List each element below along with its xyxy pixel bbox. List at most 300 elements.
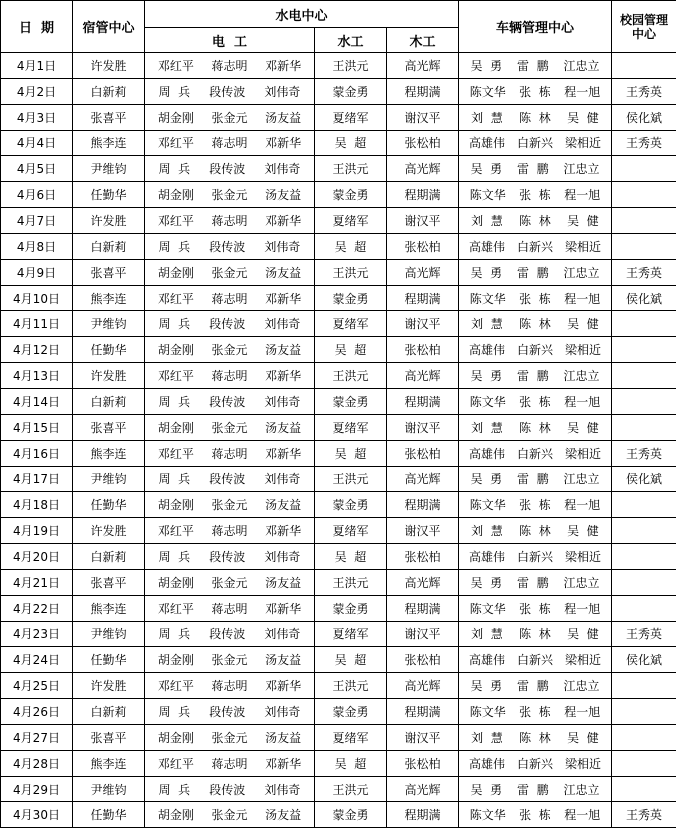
vehicle-cell	[459, 259, 612, 285]
carpenter-cell: 张松柏	[387, 647, 459, 673]
electrician-cell	[145, 208, 315, 234]
table-row	[1, 337, 676, 363]
plumber-cell: 王洪元	[315, 776, 387, 802]
person-name: 张金元	[211, 110, 248, 125]
table-row	[1, 259, 676, 285]
person-name: 刘 慧	[471, 627, 503, 642]
table-row	[1, 802, 676, 828]
table-row	[1, 724, 676, 750]
plumber-cell: 蒙金勇	[315, 78, 387, 104]
person-name: 刘 慧	[471, 420, 503, 435]
carpenter-cell: 谢汉平	[387, 518, 459, 544]
person-name: 张金元	[211, 575, 248, 590]
person-name: 雷 鹏	[516, 679, 549, 694]
person-name: 吴 健	[567, 730, 599, 745]
person-name: 陈 林	[519, 524, 551, 539]
date-cell: 4月18日	[1, 492, 73, 518]
dorm-cell: 尹维钧	[73, 466, 145, 492]
campus-cell: 侯化斌	[612, 104, 676, 130]
vehicle-cell	[459, 647, 612, 673]
person-name: 胡金刚	[157, 420, 194, 435]
electrician-cell	[145, 776, 315, 802]
date-cell: 4月25日	[1, 673, 73, 699]
person-name: 张 栋	[519, 84, 551, 99]
person-name: 蒋志明	[211, 213, 248, 228]
campus-cell	[612, 544, 676, 570]
person-name: 程一旭	[564, 808, 601, 823]
person-name: 陈文华	[469, 498, 506, 513]
date-cell: 4月15日	[1, 414, 73, 440]
date-cell: 4月27日	[1, 724, 73, 750]
person-name: 周 兵	[158, 162, 191, 177]
person-name: 刘伟奇	[264, 84, 301, 99]
campus-cell	[612, 156, 676, 182]
vehicle-cell-names	[459, 729, 611, 746]
person-name: 刘伟奇	[264, 162, 301, 177]
person-name: 刘伟奇	[264, 627, 301, 642]
plumber-cell: 王洪元	[315, 363, 387, 389]
person-name: 刘伟奇	[264, 705, 301, 720]
dorm-cell: 熊李连	[73, 595, 145, 621]
person-name: 白新兴	[516, 653, 553, 668]
person-name: 陈文华	[469, 705, 506, 720]
date-cell: 4月20日	[1, 544, 73, 570]
person-name: 邓新华	[265, 213, 302, 228]
vehicle-cell-names	[459, 393, 611, 410]
person-name: 邓红平	[157, 291, 194, 306]
vehicle-cell-names	[459, 677, 611, 694]
dorm-cell: 尹维钧	[73, 776, 145, 802]
person-name: 胡金刚	[157, 808, 194, 823]
plumber-cell: 王洪元	[315, 673, 387, 699]
person-name: 周 兵	[158, 84, 191, 99]
person-name: 刘伟奇	[264, 472, 301, 487]
date-cell: 4月30日	[1, 802, 73, 828]
electrician-cell-names	[145, 83, 314, 100]
person-name: 陈 林	[519, 420, 551, 435]
plumber-cell: 王洪元	[315, 259, 387, 285]
person-name: 雷 鹏	[516, 472, 549, 487]
person-name: 白新兴	[516, 136, 553, 151]
plumber-cell: 蒙金勇	[315, 802, 387, 828]
campus-cell	[612, 337, 676, 363]
date-cell: 4月14日	[1, 388, 73, 414]
vehicle-cell-names	[459, 445, 611, 462]
table-row	[1, 621, 676, 647]
person-name: 蒋志明	[211, 446, 248, 461]
person-name: 邓新华	[265, 601, 302, 616]
carpenter-cell: 程期满	[387, 388, 459, 414]
campus-cell: 王秀英	[612, 440, 676, 466]
person-name: 段传波	[209, 239, 246, 254]
carpenter-cell: 程期满	[387, 492, 459, 518]
person-name: 陈 林	[519, 730, 551, 745]
carpenter-cell: 张松柏	[387, 130, 459, 156]
plumber-cell: 夏绪军	[315, 104, 387, 130]
table-row	[1, 440, 676, 466]
campus-cell	[612, 363, 676, 389]
electrician-cell-names	[145, 574, 314, 591]
electrician-cell	[145, 182, 315, 208]
campus-cell	[612, 53, 676, 79]
person-name: 蒋志明	[211, 601, 248, 616]
person-name: 邓新华	[265, 58, 302, 73]
dorm-cell: 白新莉	[73, 544, 145, 570]
dorm-cell: 张喜平	[73, 104, 145, 130]
plumber-cell: 吴 超	[315, 337, 387, 363]
vehicle-cell	[459, 518, 612, 544]
person-name: 周 兵	[158, 549, 191, 564]
person-name: 张 栋	[519, 705, 551, 720]
person-name: 汤友益	[265, 653, 302, 668]
person-name: 程一旭	[564, 705, 601, 720]
person-name: 张 栋	[519, 601, 551, 616]
person-name: 胡金刚	[157, 110, 194, 125]
dorm-cell: 白新莉	[73, 78, 145, 104]
vehicle-cell-names	[459, 574, 611, 591]
person-name: 汤友益	[265, 420, 302, 435]
electrician-cell	[145, 699, 315, 725]
electrician-cell-names	[145, 134, 314, 151]
date-cell: 4月22日	[1, 595, 73, 621]
plumber-cell: 吴 超	[315, 440, 387, 466]
person-name: 刘 慧	[471, 213, 503, 228]
person-name: 胡金刚	[157, 265, 194, 280]
person-name: 汤友益	[265, 498, 302, 513]
date-cell: 4月26日	[1, 699, 73, 725]
person-name: 张金元	[211, 653, 248, 668]
person-name: 江忠立	[563, 265, 600, 280]
vehicle-cell	[459, 233, 612, 259]
dorm-cell: 任勤华	[73, 337, 145, 363]
campus-cell	[612, 492, 676, 518]
person-name: 刘伟奇	[264, 549, 301, 564]
person-name: 蒋志明	[211, 756, 248, 771]
table-row	[1, 208, 676, 234]
vehicle-cell-names	[459, 238, 611, 255]
plumber-cell: 吴 超	[315, 750, 387, 776]
dorm-cell: 熊李连	[73, 285, 145, 311]
campus-cell: 王秀英	[612, 259, 676, 285]
person-name: 邓新华	[265, 756, 302, 771]
electrician-cell	[145, 466, 315, 492]
vehicle-cell-names	[459, 109, 611, 126]
campus-cell	[612, 595, 676, 621]
campus-cell	[612, 182, 676, 208]
header-vehicle-center: 车辆管理中心	[459, 1, 612, 53]
header-campus-center-label: 校园管理中心	[619, 12, 668, 41]
vehicle-cell	[459, 285, 612, 311]
person-name: 雷 鹏	[516, 575, 549, 590]
electrician-cell-names	[145, 419, 314, 436]
person-name: 江忠立	[563, 575, 600, 590]
carpenter-cell: 高光辉	[387, 569, 459, 595]
table-row	[1, 673, 676, 699]
header-water-elec-center: 水电中心	[145, 1, 459, 28]
vehicle-cell	[459, 53, 612, 79]
person-name: 蒋志明	[211, 58, 248, 73]
plumber-cell: 蒙金勇	[315, 182, 387, 208]
table-row	[1, 518, 676, 544]
table-row	[1, 182, 676, 208]
person-name: 蒋志明	[211, 524, 248, 539]
electrician-cell-names	[145, 625, 314, 642]
vehicle-cell-names	[459, 419, 611, 436]
person-name: 张金元	[211, 188, 248, 203]
person-name: 张金元	[211, 265, 248, 280]
vehicle-cell-names	[459, 755, 611, 772]
vehicle-cell	[459, 492, 612, 518]
person-name: 陈文华	[469, 188, 506, 203]
person-name: 高雄伟	[468, 653, 505, 668]
table-row	[1, 595, 676, 621]
person-name: 张金元	[211, 420, 248, 435]
electrician-cell-names	[145, 290, 314, 307]
electrician-cell-names	[145, 238, 314, 255]
person-name: 雷 鹏	[516, 162, 549, 177]
vehicle-cell-names	[459, 781, 611, 798]
date-cell: 4月11日	[1, 311, 73, 337]
person-name: 雷 鹏	[516, 782, 549, 797]
person-name: 白新兴	[516, 239, 553, 254]
person-name: 汤友益	[265, 343, 302, 358]
electrician-cell-names	[145, 677, 314, 694]
electrician-cell	[145, 750, 315, 776]
plumber-cell: 蒙金勇	[315, 492, 387, 518]
person-name: 段传波	[209, 162, 246, 177]
person-name: 周 兵	[158, 239, 191, 254]
person-name: 吴 勇	[470, 472, 503, 487]
plumber-cell: 吴 超	[315, 647, 387, 673]
plumber-cell: 夏绪军	[315, 208, 387, 234]
person-name: 陈文华	[469, 84, 506, 99]
electrician-cell	[145, 647, 315, 673]
table-row	[1, 569, 676, 595]
person-name: 段传波	[209, 317, 246, 332]
vehicle-cell-names	[459, 651, 611, 668]
person-name: 汤友益	[265, 110, 302, 125]
electrician-cell	[145, 724, 315, 750]
person-name: 刘伟奇	[264, 239, 301, 254]
carpenter-cell: 程期满	[387, 182, 459, 208]
dorm-cell: 熊李连	[73, 130, 145, 156]
vehicle-cell-names	[459, 522, 611, 539]
vehicle-cell	[459, 182, 612, 208]
vehicle-cell-names	[459, 600, 611, 617]
electrician-cell	[145, 337, 315, 363]
person-name: 刘伟奇	[264, 782, 301, 797]
dorm-cell: 许发胜	[73, 518, 145, 544]
date-cell: 4月6日	[1, 182, 73, 208]
electrician-cell	[145, 130, 315, 156]
carpenter-cell: 张松柏	[387, 544, 459, 570]
plumber-cell: 夏绪军	[315, 311, 387, 337]
person-name: 张金元	[211, 498, 248, 513]
campus-cell	[612, 208, 676, 234]
vehicle-cell-names	[459, 367, 611, 384]
person-name: 段传波	[209, 394, 246, 409]
electrician-cell-names	[145, 755, 314, 772]
dorm-cell: 尹维钧	[73, 156, 145, 182]
person-name: 周 兵	[158, 782, 191, 797]
electrician-cell-names	[145, 651, 314, 668]
person-name: 邓红平	[157, 213, 194, 228]
dorm-cell: 任勤华	[73, 647, 145, 673]
electrician-cell-names	[145, 445, 314, 462]
person-name: 周 兵	[158, 472, 191, 487]
person-name: 邓红平	[157, 601, 194, 616]
vehicle-cell-names	[459, 83, 611, 100]
date-cell: 4月7日	[1, 208, 73, 234]
table-row	[1, 750, 676, 776]
carpenter-cell: 高光辉	[387, 776, 459, 802]
electrician-cell-names	[145, 160, 314, 177]
campus-cell: 侯化斌	[612, 285, 676, 311]
person-name: 刘 慧	[471, 110, 503, 125]
electrician-cell	[145, 802, 315, 828]
dorm-cell: 熊李连	[73, 750, 145, 776]
person-name: 胡金刚	[157, 575, 194, 590]
electrician-cell-names	[145, 367, 314, 384]
vehicle-cell-names	[459, 625, 611, 642]
campus-cell	[612, 233, 676, 259]
person-name: 吴 健	[567, 317, 599, 332]
electrician-cell-names	[145, 781, 314, 798]
person-name: 吴 勇	[470, 265, 503, 280]
person-name: 汤友益	[265, 265, 302, 280]
person-name: 蒋志明	[211, 136, 248, 151]
vehicle-cell-names	[459, 496, 611, 513]
vehicle-cell	[459, 802, 612, 828]
electrician-cell	[145, 311, 315, 337]
date-cell: 4月8日	[1, 233, 73, 259]
electrician-cell	[145, 156, 315, 182]
campus-cell	[612, 750, 676, 776]
person-name: 吴 勇	[470, 58, 503, 73]
campus-cell: 侯化斌	[612, 647, 676, 673]
dorm-cell: 任勤华	[73, 182, 145, 208]
person-name: 吴 勇	[470, 162, 503, 177]
carpenter-cell: 程期满	[387, 285, 459, 311]
person-name: 陈文华	[469, 291, 506, 306]
table-row	[1, 311, 676, 337]
person-name: 汤友益	[265, 188, 302, 203]
vehicle-cell	[459, 699, 612, 725]
vehicle-cell-names	[459, 160, 611, 177]
electrician-cell-names	[145, 109, 314, 126]
campus-cell	[612, 776, 676, 802]
table-row	[1, 104, 676, 130]
vehicle-cell-names	[459, 703, 611, 720]
vehicle-cell	[459, 569, 612, 595]
vehicle-cell	[459, 724, 612, 750]
person-name: 吴 健	[567, 524, 599, 539]
person-name: 程一旭	[564, 291, 601, 306]
person-name: 白新兴	[516, 343, 553, 358]
person-name: 邓新华	[265, 679, 302, 694]
person-name: 江忠立	[563, 162, 600, 177]
person-name: 汤友益	[265, 730, 302, 745]
person-name: 段传波	[209, 705, 246, 720]
person-name: 邓新华	[265, 524, 302, 539]
dorm-cell: 许发胜	[73, 363, 145, 389]
person-name: 邓红平	[157, 58, 194, 73]
vehicle-cell	[459, 156, 612, 182]
electrician-cell-names	[145, 341, 314, 358]
vehicle-cell	[459, 673, 612, 699]
plumber-cell: 蒙金勇	[315, 595, 387, 621]
electrician-cell-names	[145, 600, 314, 617]
person-name: 高雄伟	[468, 343, 505, 358]
vehicle-cell-names	[459, 290, 611, 307]
person-name: 白新兴	[516, 446, 553, 461]
vehicle-cell	[459, 776, 612, 802]
electrician-cell	[145, 673, 315, 699]
dorm-cell: 熊李连	[73, 440, 145, 466]
carpenter-cell: 谢汉平	[387, 724, 459, 750]
electrician-cell-names	[145, 548, 314, 565]
vehicle-cell	[459, 388, 612, 414]
person-name: 雷 鹏	[516, 58, 549, 73]
person-name: 段传波	[209, 472, 246, 487]
person-name: 张 栋	[519, 394, 551, 409]
person-name: 刘 慧	[471, 730, 503, 745]
date-cell: 4月4日	[1, 130, 73, 156]
plumber-cell: 夏绪军	[315, 518, 387, 544]
person-name: 汤友益	[265, 575, 302, 590]
electrician-cell-names	[145, 393, 314, 410]
vehicle-cell-names	[459, 470, 611, 487]
campus-cell: 王秀英	[612, 802, 676, 828]
electrician-cell	[145, 569, 315, 595]
campus-cell	[612, 311, 676, 337]
person-name: 高雄伟	[468, 136, 505, 151]
person-name: 张金元	[211, 730, 248, 745]
person-name: 程一旭	[564, 84, 601, 99]
campus-cell: 王秀英	[612, 130, 676, 156]
electrician-cell	[145, 285, 315, 311]
electrician-cell-names	[145, 470, 314, 487]
person-name: 吴 勇	[470, 575, 503, 590]
person-name: 蒋志明	[211, 369, 248, 384]
electrician-cell-names	[145, 264, 314, 281]
person-name: 高雄伟	[468, 239, 505, 254]
table-row	[1, 363, 676, 389]
vehicle-cell	[459, 78, 612, 104]
person-name: 邓新华	[265, 136, 302, 151]
person-name: 胡金刚	[157, 653, 194, 668]
header-dorm-center: 宿管中心	[73, 1, 145, 53]
vehicle-cell-names	[459, 341, 611, 358]
person-name: 梁相近	[564, 239, 601, 254]
dorm-cell: 白新莉	[73, 233, 145, 259]
vehicle-cell	[459, 621, 612, 647]
vehicle-cell-names	[459, 134, 611, 151]
date-cell: 4月2日	[1, 78, 73, 104]
person-name: 吴 勇	[470, 679, 503, 694]
electrician-cell-names	[145, 703, 314, 720]
plumber-cell: 王洪元	[315, 466, 387, 492]
dorm-cell: 白新莉	[73, 699, 145, 725]
carpenter-cell: 谢汉平	[387, 104, 459, 130]
person-name: 陈 林	[519, 627, 551, 642]
campus-cell: 王秀英	[612, 78, 676, 104]
campus-cell: 王秀英	[612, 621, 676, 647]
person-name: 陈文华	[469, 808, 506, 823]
person-name: 邓红平	[157, 756, 194, 771]
vehicle-cell	[459, 466, 612, 492]
vehicle-cell-names	[459, 548, 611, 565]
